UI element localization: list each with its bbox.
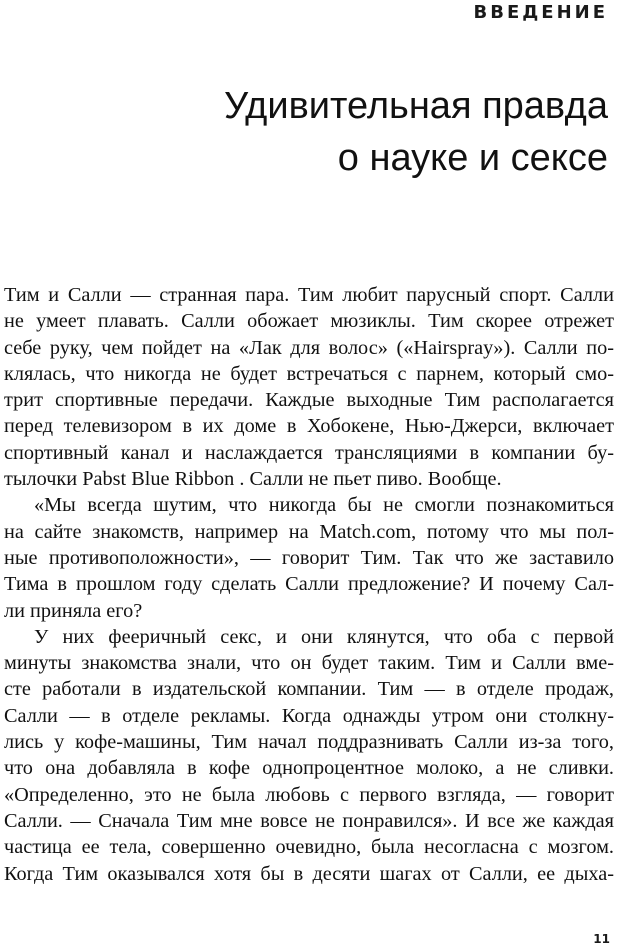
running-head: ВВЕДЕНИЕ xyxy=(473,2,608,23)
chapter-title xyxy=(48,80,608,184)
text-line: тылочки Pabst Blue Ribbon . Салли не пьет пиво. Вообще. xyxy=(4,468,502,491)
body-text xyxy=(4,282,614,887)
text-line: что она добавляла в кофе однопроцентное молоко, а не сливки. xyxy=(4,757,614,780)
text-line: спортивный канал и наслаждается трансляциями в компании бу- xyxy=(4,441,614,464)
text-line: Тима в прошлом году сделать Салли предложение? И почему Сал- xyxy=(4,573,614,596)
text-line: не умеет плавать. Салли обожает мюзиклы. Тим скорее отрежет xyxy=(4,310,614,333)
text-line: ли приняла его? xyxy=(4,599,143,622)
paragraph-2 xyxy=(4,492,614,623)
text-line: Салли — в отделе рекламы. Когда однажды утром они столкну- xyxy=(4,704,614,727)
text-line: «Мы всегда шутим, что никогда бы не смогли познакомиться xyxy=(34,494,614,517)
text-line: частица ее тела, совершенно очевидно, была несогласна с мозгом. xyxy=(4,836,614,859)
chapter-title-line-1: Удивительная правда xyxy=(224,85,608,127)
text-line: себе руку, чем пойдет на «Лак для волос» («Hairspray»). Салли по- xyxy=(4,336,614,359)
paragraph-1 xyxy=(4,282,614,492)
chapter-title-line-2: о науке и сексе xyxy=(337,137,608,179)
text-line: У них фееричный секс, и они клянутся, что оба с первой xyxy=(34,625,614,648)
paragraph-3 xyxy=(4,624,614,887)
page-number: 11 xyxy=(593,932,610,946)
text-line: ные противоположности», — говорит Тим. Так что же заставило xyxy=(4,546,614,569)
text-line: перед телевизором в их доме в Хобокене, Нью-Джерси, включает xyxy=(4,415,614,438)
text-line: Когда Тим оказывался хотя бы в десяти шагах от Салли, ее дыха- xyxy=(4,862,614,885)
text-line: минуты знакомства знали, что он будет таким. Тим и Салли вме- xyxy=(4,652,614,675)
text-line: «Определенно, это не была любовь с первого взгляда, — говорит xyxy=(4,783,614,806)
text-line: сте работали в издательской компании. Тим — в отделе продаж, xyxy=(4,678,614,701)
text-line: на сайте знакомств, например на Match.com, потому что мы пол- xyxy=(4,520,614,543)
text-line: Салли. — Сначала Тим мне вовсе не понравился». И все же каждая xyxy=(4,809,614,832)
text-line: клялась, что никогда не будет встречаться с парнем, который смо- xyxy=(4,362,614,385)
text-line: трит спортивные передачи. Каждые выходные Тим располагается xyxy=(4,389,614,412)
text-line: лись у кофе-машины, Тим начал поддразнивать Салли из-за того, xyxy=(4,731,614,754)
text-line: Тим и Салли — странная пара. Тим любит парусный спорт. Салли xyxy=(4,284,614,306)
